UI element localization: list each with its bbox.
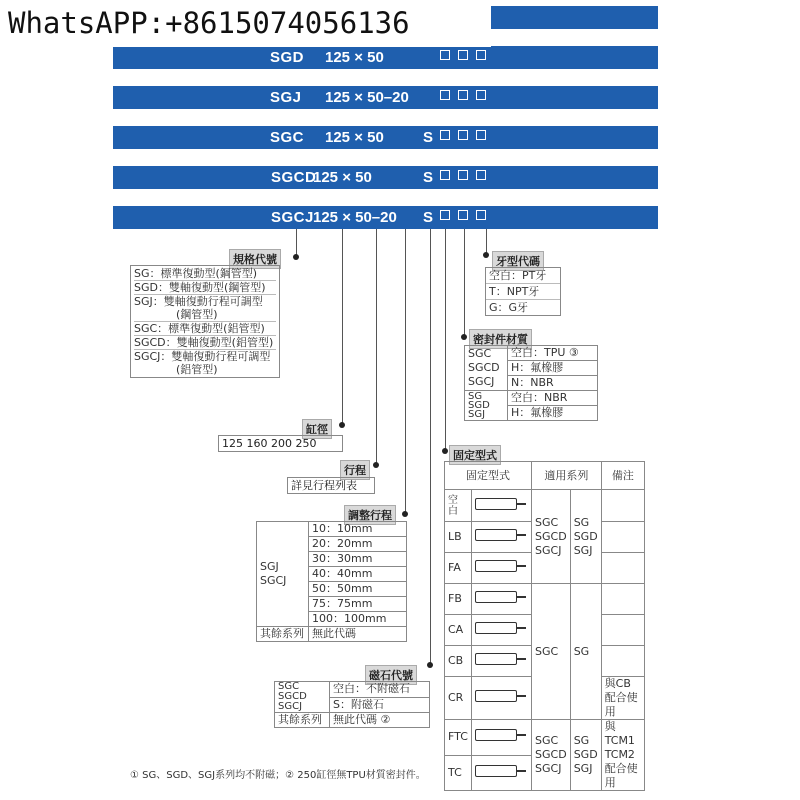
seal-series-cell xyxy=(465,346,508,391)
model-size: 125 × 50 xyxy=(325,49,384,66)
mount-series: SGC xyxy=(535,644,559,658)
mount-drawing xyxy=(471,584,531,615)
mount-type-table xyxy=(444,461,645,791)
bore-values: 125 160 200 250 xyxy=(218,435,343,452)
code-box xyxy=(476,130,486,140)
model-bar-sgj xyxy=(113,86,658,109)
magnet-series: SGCD xyxy=(278,691,307,702)
mount-header: 備注 xyxy=(601,462,644,490)
thread-code-title: 牙型代碼 xyxy=(492,251,544,271)
mount-note xyxy=(601,584,644,615)
adjust-other-label: 其餘系列 xyxy=(257,627,309,642)
stroke-title: 行程 xyxy=(340,460,370,480)
spec-code-row: SGCD：雙軸復動型(鋁管型) xyxy=(134,335,276,349)
spec-code-row: SGJ：雙軸復動行程可調型 xyxy=(134,294,276,308)
mount-series: SG xyxy=(573,734,590,747)
mount-drawing xyxy=(471,522,531,553)
leader-dot xyxy=(402,511,408,517)
model-size: 125 × 50 xyxy=(325,129,384,146)
leader-line xyxy=(342,229,343,425)
leader-dot xyxy=(461,334,467,340)
leader-line xyxy=(405,229,406,514)
spec-code-row: SGC：標準復動型(鋁管型) xyxy=(134,321,276,335)
seal-series: SGJ xyxy=(468,409,486,420)
mount-series: SGCD xyxy=(535,748,567,761)
model-bar-sgc xyxy=(113,126,658,149)
mount-type-code: CA xyxy=(445,615,472,646)
leader-line xyxy=(376,229,377,464)
cylinder-drawing-icon xyxy=(475,591,517,603)
model-code: SGCJ xyxy=(271,209,314,226)
model-code: SGJ xyxy=(270,89,302,106)
magnet-s: S xyxy=(423,129,434,146)
mount-series: SGD xyxy=(573,529,598,543)
seal-series: SGC xyxy=(468,347,492,360)
mount-drawing xyxy=(471,720,531,756)
magnet-s: S xyxy=(423,209,434,226)
bore-title: 缸徑 xyxy=(302,419,332,439)
thread-row: T：NPT牙 xyxy=(486,283,560,299)
leader-dot xyxy=(442,448,448,454)
model-code: SGC xyxy=(270,129,305,146)
spec-code-list xyxy=(130,265,280,378)
magnet-s: S xyxy=(423,169,434,186)
cylinder-drawing-icon xyxy=(475,690,517,702)
code-box xyxy=(440,170,450,180)
model-size: 125 × 50–20 xyxy=(325,89,409,106)
seal-material-table xyxy=(464,345,598,421)
mount-note xyxy=(601,615,644,646)
adjust-other-value: 無此代碼 xyxy=(309,627,407,642)
thread-row: 空白：PT牙 xyxy=(489,269,547,282)
mount-header: 適用系列 xyxy=(532,462,602,490)
seal-series: SGCD xyxy=(468,361,500,374)
leader-line xyxy=(445,229,446,451)
adjust-series: SGJ xyxy=(260,560,279,573)
magnet-row: S：附磁石 xyxy=(330,697,430,713)
magnet-other-label: 其餘系列 xyxy=(275,713,330,728)
adjust-series: SGCJ xyxy=(260,574,287,587)
code-box xyxy=(440,210,450,220)
leader-line xyxy=(464,229,465,337)
mount-type-code: TC xyxy=(445,755,472,791)
mount-note: 與TCM1 TCM2 配合使用 xyxy=(601,720,644,791)
mount-drawing xyxy=(471,553,531,584)
cylinder-drawing-icon xyxy=(475,498,517,510)
mount-type-title: 固定型式 xyxy=(449,445,501,465)
mount-type-code: CR xyxy=(445,677,472,720)
seal-row: 空白：NBR xyxy=(508,391,598,406)
adjust-stroke-table xyxy=(256,521,407,642)
magnet-code-title: 磁石代號 xyxy=(365,665,417,685)
mount-series: SGCJ xyxy=(535,543,562,557)
mount-note xyxy=(601,553,644,584)
mount-series-cell xyxy=(532,584,571,720)
spec-code-row: SG：標準復動型(鋼管型) xyxy=(134,267,258,280)
model-size: 125 × 50 xyxy=(313,169,372,186)
adjust-row: 30：30mm xyxy=(309,552,407,567)
mount-series: SGC xyxy=(535,515,559,529)
mount-note xyxy=(601,522,644,553)
mount-header: 固定型式 xyxy=(445,462,532,490)
mount-series: SGJ xyxy=(573,543,593,557)
mount-series: SG xyxy=(573,644,590,658)
mount-series: SGJ xyxy=(573,762,593,775)
mount-series: SG xyxy=(573,515,590,529)
mount-type-code: CB xyxy=(445,646,472,677)
mount-drawing xyxy=(471,615,531,646)
spec-code-row: (鋼管型) xyxy=(176,308,218,321)
mount-drawing xyxy=(471,755,531,791)
seal-series: SG xyxy=(468,391,483,402)
adjust-row: 40：40mm xyxy=(309,567,407,582)
code-box xyxy=(458,90,468,100)
mount-series-cell xyxy=(570,490,601,584)
leader-dot xyxy=(373,462,379,468)
mount-type-code: LB xyxy=(445,522,472,553)
leader-line xyxy=(430,229,431,665)
seal-series-cell xyxy=(465,391,508,421)
mount-drawing xyxy=(471,490,531,522)
model-code: SGCD xyxy=(271,169,317,186)
adjust-stroke-title: 調整行程 xyxy=(344,505,396,525)
leader-line xyxy=(296,229,297,257)
code-box xyxy=(458,50,468,60)
code-box xyxy=(440,50,450,60)
mount-series: SGC xyxy=(535,734,559,747)
adjust-row: 50：50mm xyxy=(309,582,407,597)
mount-note xyxy=(601,490,644,522)
thread-code-list xyxy=(485,267,561,316)
seal-row: 空白：TPU ③ xyxy=(508,346,598,361)
magnet-series: SGC xyxy=(278,681,300,692)
mount-drawing xyxy=(471,677,531,720)
model-code: SGD xyxy=(270,49,305,66)
mount-type-code: 空白 xyxy=(445,490,472,522)
model-bar-sgcd xyxy=(113,166,658,189)
mount-series-cell xyxy=(532,490,571,584)
spec-code-row: SGD：雙軸復動型(鋼管型) xyxy=(134,280,276,294)
leader-dot xyxy=(339,422,345,428)
mount-type-code: FB xyxy=(445,584,472,615)
seal-material-title: 密封件材質 xyxy=(469,329,532,349)
mount-drawing xyxy=(471,646,531,677)
code-box xyxy=(458,130,468,140)
cylinder-drawing-icon xyxy=(475,653,517,665)
spec-code-row: SGCJ：雙軸復動行程可調型 xyxy=(134,349,276,363)
spec-code-row: (鋁管型) xyxy=(176,363,218,376)
model-size: 125 × 50–20 xyxy=(313,209,397,226)
cylinder-drawing-icon xyxy=(475,529,517,541)
adjust-series-cell xyxy=(257,522,309,627)
code-box xyxy=(440,90,450,100)
cylinder-drawing-icon xyxy=(475,622,517,634)
mount-type-code: FA xyxy=(445,553,472,584)
code-box xyxy=(476,50,486,60)
watermark: WhatsAPP:+8615074056136 xyxy=(0,0,491,47)
stroke-value: 詳見行程列表 xyxy=(287,477,375,494)
seal-series: SGCJ xyxy=(468,375,495,388)
adjust-row: 100：100mm xyxy=(309,612,407,627)
adjust-row: 75：75mm xyxy=(309,597,407,612)
cylinder-drawing-icon xyxy=(475,729,517,741)
magnet-row: 空白：不附磁石 xyxy=(330,682,430,698)
adjust-row: 20：20mm xyxy=(309,537,407,552)
code-box xyxy=(476,210,486,220)
code-box xyxy=(458,210,468,220)
code-box xyxy=(476,170,486,180)
adjust-row: 10：10mm xyxy=(309,522,407,537)
mount-type-code: FTC xyxy=(445,720,472,756)
mount-series: SGD xyxy=(573,748,598,761)
mount-series: SGCD xyxy=(535,529,567,543)
mount-series-cell xyxy=(532,720,571,791)
code-box xyxy=(440,130,450,140)
seal-series: SGD xyxy=(468,400,490,411)
magnet-series: SGCJ xyxy=(278,701,303,712)
mount-series: SGCJ xyxy=(535,762,562,775)
seal-row: N：NBR xyxy=(508,376,598,391)
leader-dot xyxy=(427,662,433,668)
magnet-code-table xyxy=(274,681,430,728)
magnet-other-value: 無此代碼 ② xyxy=(330,713,430,728)
thread-row: G：G牙 xyxy=(486,299,560,315)
spec-code-title: 規格代號 xyxy=(229,249,281,269)
mount-note: 與CB配合使用 xyxy=(601,677,644,720)
model-bar-sgcj xyxy=(113,206,658,229)
seal-row: H：氟橡膠 xyxy=(508,406,598,421)
leader-dot xyxy=(483,252,489,258)
footnote: ① SG、SGD、SGJ系列均不附磁；② 250缸徑無TPU材質密封件。 xyxy=(130,770,426,781)
code-box xyxy=(476,90,486,100)
cylinder-drawing-icon xyxy=(475,765,517,777)
seal-row: H：氟橡膠 xyxy=(508,361,598,376)
magnet-series-cell xyxy=(275,682,330,713)
cylinder-drawing-icon xyxy=(475,560,517,572)
mount-series-cell xyxy=(570,584,601,720)
model-bar-sgd xyxy=(113,46,658,69)
leader-dot xyxy=(293,254,299,260)
code-box xyxy=(458,170,468,180)
mount-note xyxy=(601,646,644,677)
mount-series-cell xyxy=(570,720,601,791)
